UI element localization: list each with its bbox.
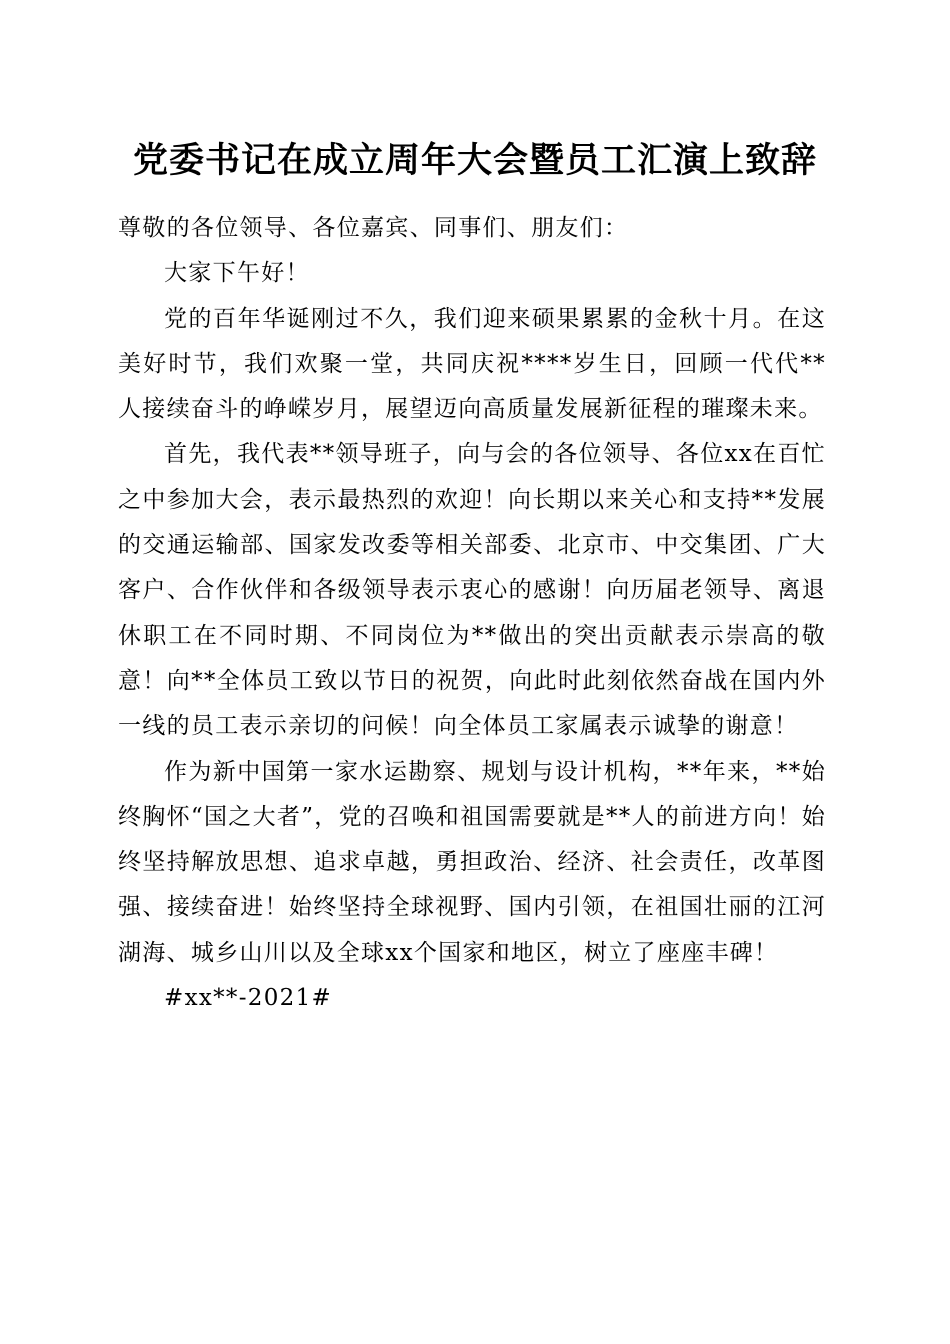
salutation: 尊敬的各位领导、各位嘉宾、同事们、朋友们： (118, 215, 629, 241)
footer-tag: #xx**-2021# (164, 985, 333, 1012)
paragraph-thanks: 首先，我代表**领导班子，向与会的各位领导、各位xx在百忙之中参加大会，表示最热烈的欢迎！向长期以来关心和支持**发展的交通运输部、国家发改委等相关部委、北京市、中交集团、广大客户、合作伙伴和各级领导表示衷心的感谢！向历届老领导、离退休职工在不同时期、不同岗位为**做出的突出贡献表示崇高的敬意！向**全体员工致以节日的祝贺，向此时此刻依然奋战在国内外一线的员工表示亲切的问候！向全体员工家属表示诚挚的谢意！ (118, 441, 826, 740)
paragraph-history: 作为新中国第一家水运勘察、规划与设计机构，**年来，**始终胸怀“国之大者”，党的召唤和祖国需要就是**人的前进方向！始终坚持解放思想、追求卓越，勇担政治、经济、社会责任，改革图强、接续奋进！始终坚持全球视野、国内引领，在祖国壮丽的江河湖海、城乡山川以及全球xx个国家和地区，树立了座座丰碑！ (118, 758, 826, 966)
document-title: 党委书记在成立周年大会暨员工汇演上致辞 (132, 140, 817, 181)
document-body (118, 206, 826, 1021)
paragraph-opening: 党的百年华诞刚过不久，我们迎来硕果累累的金秋十月。在这美好时节，我们欢聚一堂，共同庆祝****岁生日，回顾一代代**人接续奋斗的峥嵘岁月，展望迈向高质量发展新征程的璀璨未来。 (118, 305, 826, 423)
greeting: 大家下午好！ (164, 260, 310, 287)
